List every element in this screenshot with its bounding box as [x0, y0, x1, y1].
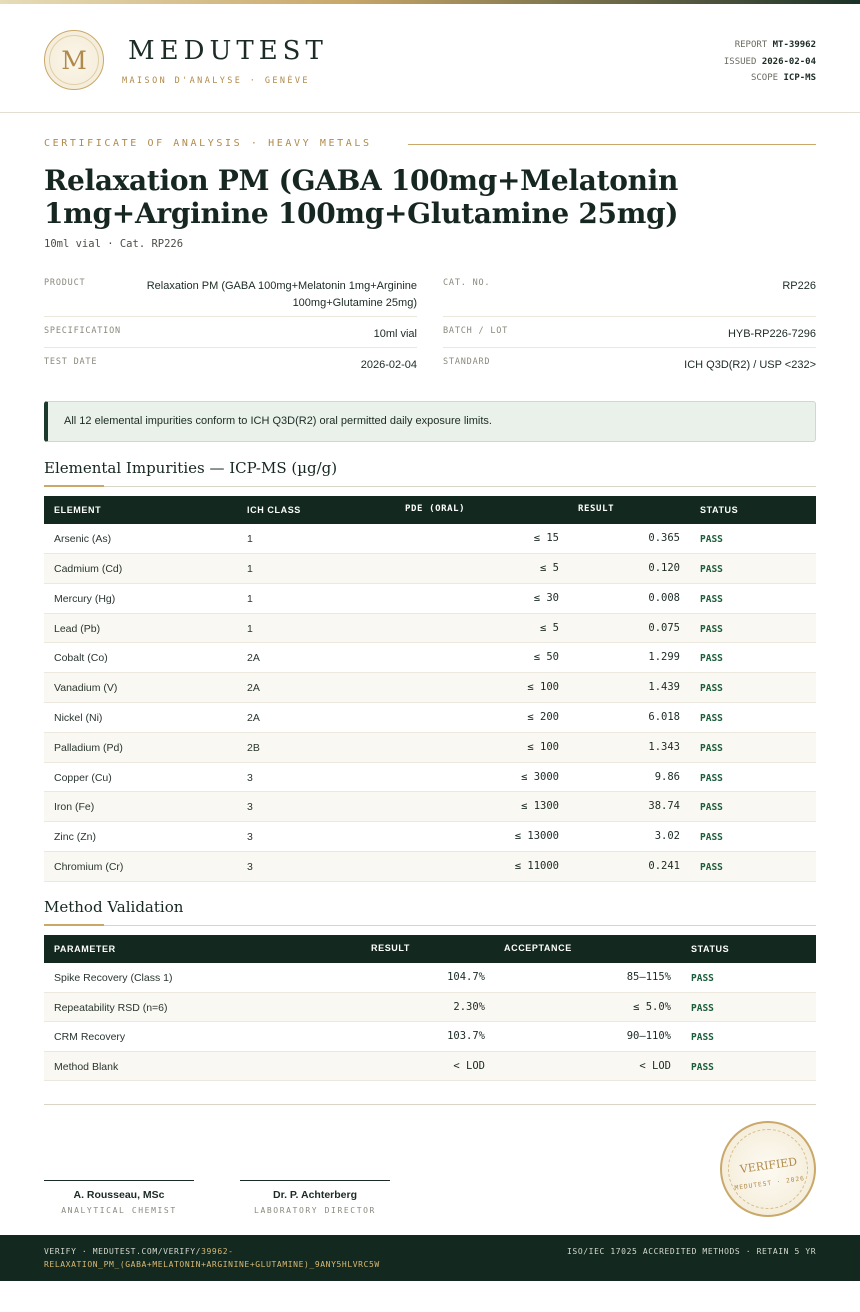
col-header-class: ICH CLASS	[247, 505, 301, 515]
status-badge: PASS	[700, 861, 723, 873]
info-batch	[443, 326, 816, 348]
cell-result: 38.74	[648, 800, 680, 813]
cell-result: 2.30%	[453, 1000, 485, 1013]
verify-prefix: VERIFY · MEDUTEST.COM/VERIFY/	[44, 1247, 202, 1256]
info-value: 10ml vial	[373, 328, 417, 340]
cell-result: 0.075	[648, 621, 680, 634]
table-row	[44, 792, 816, 822]
signature-divider	[44, 1104, 816, 1105]
notice-text: All 12 elemental impurities conform to ICH Q3D(R2) oral permitted daily exposure limits.	[64, 415, 492, 427]
seal-ring-text: MEDUTEST · 2026	[734, 1175, 806, 1192]
cell-ich-class: 3	[247, 831, 253, 844]
signatory-name: Dr. P. Achterberg	[272, 1189, 358, 1201]
col-header-acceptance: ACCEPTANCE	[504, 943, 572, 953]
table-row	[44, 524, 816, 554]
cell-pde: ≤ 50	[533, 651, 559, 664]
col-header-pde: PDE (ORAL)	[405, 504, 466, 514]
info-label: SPECIFICATION	[44, 326, 121, 336]
cell-result: 0.120	[648, 562, 680, 574]
cell-element: Iron (Fe)	[54, 801, 95, 814]
info-standard	[443, 357, 816, 379]
status-badge: PASS	[700, 683, 723, 695]
cell-ich-class: 1	[247, 622, 253, 635]
cell-result: < LOD	[453, 1059, 485, 1072]
cell-ich-class: 3	[247, 801, 253, 814]
cell-element: Vanadium (V)	[54, 682, 118, 695]
table-row	[44, 763, 816, 793]
status-badge: PASS	[700, 832, 723, 844]
col-header-status: STATUS	[691, 944, 730, 954]
col-header-parameter: PARAMETER	[54, 944, 116, 954]
cell-acceptance: ≤ 5.0%	[633, 1000, 671, 1013]
cell-element: Nickel (Ni)	[54, 711, 103, 724]
cell-element: Arsenic (As)	[54, 533, 112, 545]
validation-section-title: Method Validation	[44, 898, 184, 916]
section-rule	[44, 925, 816, 926]
info-specification	[44, 326, 417, 348]
cell-ich-class: 1	[247, 592, 253, 605]
signatory-role: ANALYTICAL CHEMIST	[61, 1206, 177, 1215]
verify-link[interactable]	[44, 1246, 484, 1271]
verify-code: 39962-RELAXATION_PM_(GABA+MELATONIN+ARGININE+GLUTAMINE)_9ANY5HLVRC5W	[44, 1247, 380, 1269]
cell-result: 104.7%	[447, 971, 485, 983]
info-label: TEST DATE	[44, 357, 98, 367]
page-title: Relaxation PM (GABA 100mg+Melatonin 1mg+Arginine 100mg+Glutamine 25mg)	[44, 164, 679, 230]
cell-ich-class: 2A	[247, 711, 260, 724]
info-value: ICH Q3D(R2) / USP <232>	[684, 359, 816, 371]
cell-result: 1.343	[648, 740, 680, 753]
brand-tagline: MAISON D'ANALYSE · GENÈVE	[122, 76, 310, 86]
report-footer	[0, 1235, 860, 1281]
status-badge: PASS	[691, 1032, 714, 1044]
seal-graphic	[722, 1123, 818, 1219]
brand-logo	[44, 30, 104, 90]
info-label: BATCH / LOT	[443, 326, 509, 336]
table-header	[44, 935, 816, 963]
meta-issued: ISSUED 2026-02-04	[723, 56, 816, 67]
table-row	[44, 1052, 816, 1082]
cell-result: 0.008	[648, 591, 680, 604]
cell-element: Cadmium (Cd)	[54, 563, 123, 575]
cell-element: Mercury (Hg)	[54, 592, 116, 605]
cell-result: 0.241	[648, 859, 680, 872]
col-header-status: STATUS	[700, 505, 739, 515]
verified-seal	[720, 1121, 816, 1217]
brand-name: MEDUTEST	[128, 36, 328, 66]
signatory-role: LABORATORY DIRECTOR	[254, 1206, 376, 1215]
table-row	[44, 673, 816, 703]
cell-element: Palladium (Pd)	[54, 741, 123, 754]
cell-element: Cobalt (Co)	[54, 652, 108, 665]
table-row	[44, 584, 816, 614]
meta-scope: SCOPE ICP-MS	[750, 73, 816, 83]
cell-ich-class: 3	[247, 860, 253, 873]
cell-pde: ≤ 100	[527, 740, 559, 753]
cell-parameter: Method Blank	[54, 1060, 119, 1073]
status-badge: PASS	[700, 593, 723, 605]
cell-pde: ≤ 11000	[514, 859, 559, 872]
signatory-name: A. Rousseau, MSc	[73, 1189, 165, 1201]
cell-acceptance: 90–110%	[626, 1030, 671, 1043]
cell-element: Chromium (Cr)	[54, 860, 124, 873]
cell-pde: ≤ 30	[533, 591, 559, 604]
table-row	[44, 643, 816, 673]
info-label: PRODUCT	[44, 278, 86, 288]
status-badge: PASS	[700, 802, 723, 814]
status-badge: PASS	[691, 1061, 714, 1073]
cell-result: 1.299	[648, 651, 680, 664]
info-value: RP226	[782, 280, 816, 292]
page-subtitle: 10ml vial · Cat. RP226	[44, 238, 184, 250]
status-badge: PASS	[700, 653, 723, 665]
info-value: Relaxation PM (GABA 100mg+Melatonin 1mg+Arginine 100mg+Glutamine 25mg)	[146, 280, 417, 309]
signature-laboratory-director	[240, 1180, 390, 1215]
seal-word: VERIFIED	[739, 1155, 798, 1176]
impurities-section-title: Elemental Impurities — ICP-MS (µg/g)	[44, 459, 338, 477]
cell-pde: ≤ 200	[527, 710, 559, 723]
table-row	[44, 822, 816, 852]
cell-pde: ≤ 100	[527, 681, 559, 694]
conformity-notice	[44, 401, 816, 442]
cell-ich-class: 2A	[247, 682, 260, 695]
status-badge: PASS	[700, 564, 723, 575]
info-label: STANDARD	[443, 357, 491, 367]
cell-result: 3.02	[654, 830, 680, 843]
cell-pde: ≤ 15	[533, 532, 559, 544]
table-row	[44, 614, 816, 644]
cell-result: 103.7%	[447, 1030, 485, 1043]
status-badge: PASS	[700, 534, 723, 545]
impurities-rows	[44, 524, 816, 882]
cell-acceptance: 85–115%	[626, 971, 671, 983]
col-header-element: ELEMENT	[54, 505, 102, 515]
info-test-date	[44, 357, 417, 379]
status-badge: PASS	[700, 772, 723, 784]
cell-ich-class: 3	[247, 771, 253, 784]
status-badge: PASS	[691, 973, 714, 984]
table-row	[44, 993, 816, 1023]
cell-element: Zinc (Zn)	[54, 831, 96, 844]
report-meta	[724, 37, 816, 87]
status-badge: PASS	[700, 742, 723, 754]
table-row	[44, 1022, 816, 1052]
impurities-table	[44, 496, 816, 882]
accreditation-note: ISO/IEC 17025 ACCREDITED METHODS · RETAIN 5 YR	[567, 1247, 817, 1256]
table-header	[44, 496, 816, 524]
col-header-result: RESULT	[371, 943, 410, 953]
col-header-result: RESULT	[578, 504, 615, 514]
cell-parameter: CRM Recovery	[54, 1031, 126, 1044]
cell-pde: ≤ 5	[540, 621, 559, 634]
cell-ich-class: 2A	[247, 652, 260, 665]
cell-result: 6.018	[648, 710, 680, 723]
cell-element: Lead (Pb)	[54, 622, 101, 635]
validation-rows	[44, 963, 816, 1081]
cell-ich-class: 1	[247, 563, 253, 575]
report-header	[0, 4, 860, 113]
table-row	[44, 703, 816, 733]
cell-result: 0.365	[648, 532, 680, 544]
logo-letter: M	[61, 45, 87, 75]
status-badge: PASS	[700, 712, 723, 724]
table-row	[44, 733, 816, 763]
info-catno	[443, 278, 816, 317]
validation-table	[44, 935, 816, 1081]
section-rule	[44, 486, 816, 487]
cell-parameter: Spike Recovery (Class 1)	[54, 972, 173, 984]
table-row	[44, 554, 816, 584]
cell-pde: ≤ 5	[540, 562, 559, 574]
info-value: 2026-02-04	[360, 359, 417, 371]
status-badge: PASS	[700, 623, 723, 635]
table-row	[44, 852, 816, 882]
signature-analytical-chemist	[44, 1180, 194, 1215]
cell-ich-class: 2B	[247, 741, 260, 754]
cell-pde: ≤ 1300	[521, 800, 559, 813]
certificate-eyebrow: CERTIFICATE OF ANALYSIS · HEAVY METALS	[44, 138, 372, 149]
cell-pde: ≤ 13000	[514, 830, 559, 843]
cell-result: 1.439	[648, 681, 680, 694]
cell-element: Copper (Cu)	[54, 771, 112, 784]
cell-acceptance: < LOD	[639, 1059, 671, 1072]
eyebrow-divider	[408, 144, 816, 145]
table-row	[44, 963, 816, 993]
cell-pde: ≤ 3000	[521, 770, 559, 783]
cell-result: 9.86	[654, 770, 680, 783]
info-product	[44, 278, 417, 317]
cell-parameter: Repeatability RSD (n=6)	[54, 1001, 168, 1014]
cell-ich-class: 1	[247, 533, 253, 545]
info-label: CAT. NO.	[443, 278, 491, 288]
status-badge: PASS	[691, 1002, 714, 1014]
meta-report: REPORT MT-39962	[734, 40, 816, 50]
info-value: HYB-RP226-7296	[727, 328, 816, 340]
